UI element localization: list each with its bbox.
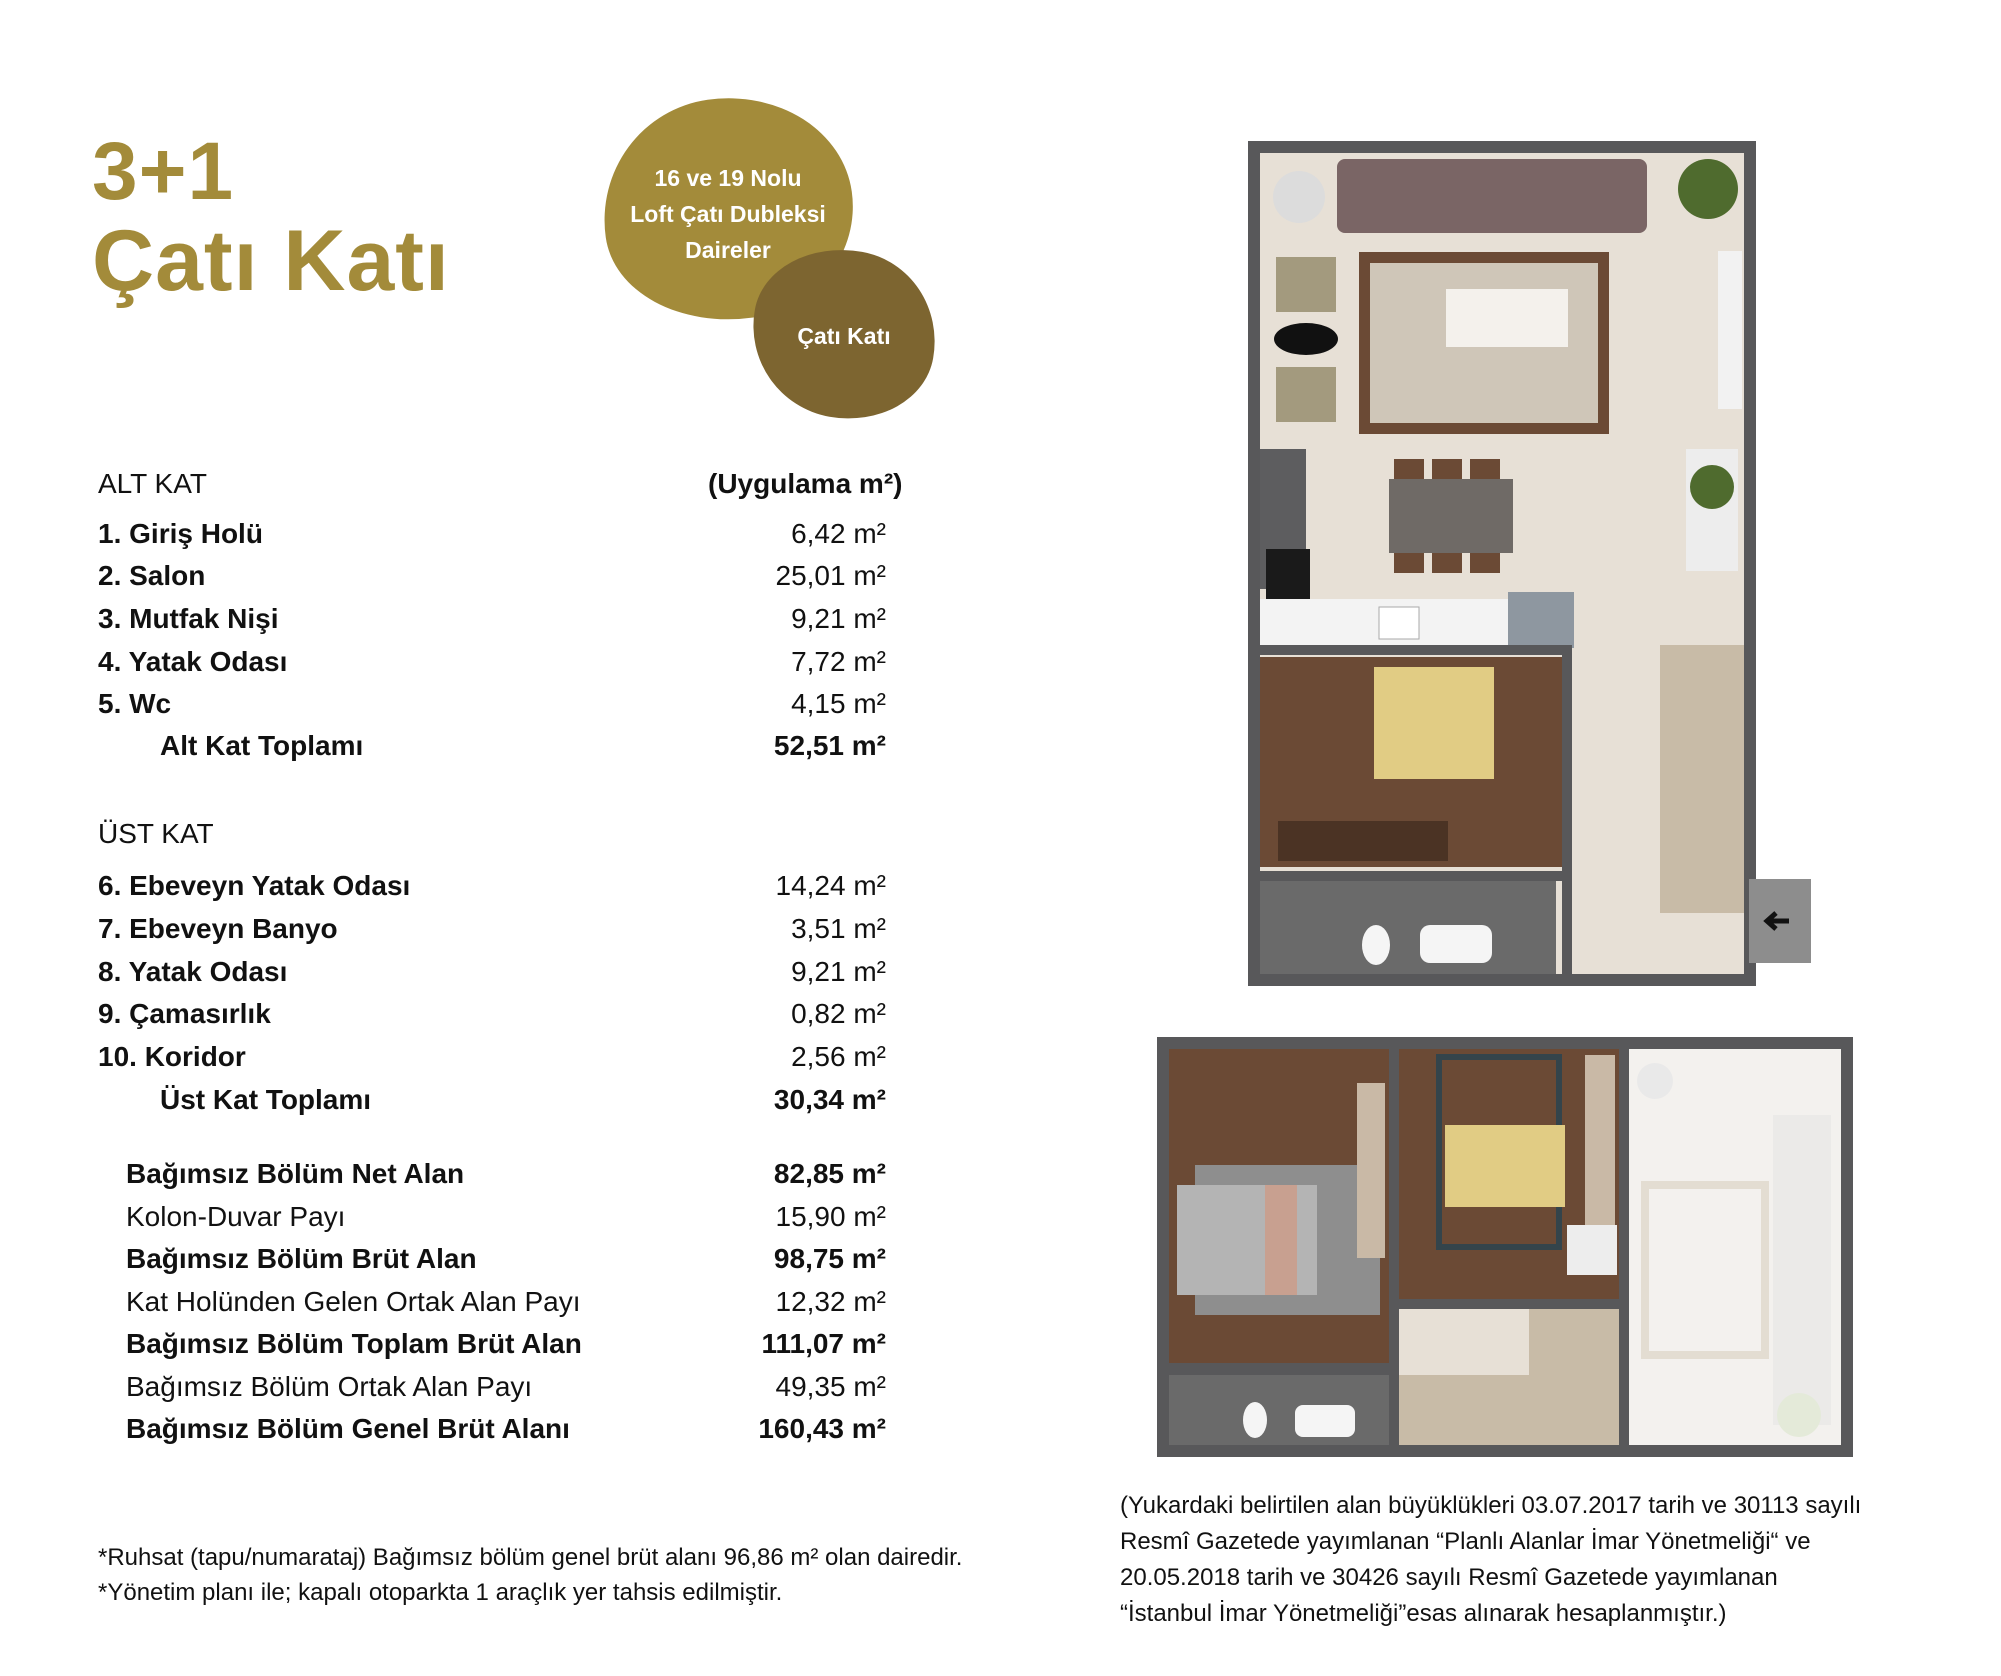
room-label: 3. Mutfak Nişi <box>98 603 279 634</box>
cooktop <box>1266 549 1310 599</box>
nightstand-plant <box>1567 1225 1617 1275</box>
dining-chair <box>1432 459 1462 479</box>
room-area: 0,82 m² <box>791 998 886 1029</box>
side-table <box>1273 171 1325 223</box>
room-label: 8. Yatak Odası <box>98 956 288 987</box>
bed <box>1445 1125 1565 1207</box>
legal-note <box>1120 1488 1990 1632</box>
summary-area: 160,43 m² <box>758 1413 886 1444</box>
faded-sofa <box>1773 1115 1831 1425</box>
room-area: 9,21 m² <box>791 603 886 634</box>
room-label: 9. Çamasırlık <box>98 998 271 1029</box>
alt-kat-heading: ALT KAT <box>98 468 207 499</box>
footnote: *Yönetim planı ile; kapalı otoparkta 1 araçlık yer tahsis edilmiştir. <box>98 1579 783 1606</box>
room-area: 4,15 m² <box>791 688 886 719</box>
round-table <box>1274 323 1338 355</box>
summary-area: 111,07 m² <box>761 1328 886 1359</box>
room-area: 25,01 m² <box>775 560 886 591</box>
room-label: 6. Ebeveyn Yatak Odası <box>98 870 411 901</box>
badge-main-line: Loft Çatı Dubleksi <box>630 201 826 227</box>
toilet <box>1243 1402 1267 1438</box>
sink <box>1379 607 1419 639</box>
inner-wall <box>1169 1363 1399 1373</box>
dining-table <box>1389 479 1513 553</box>
badge-secondary-text: Çatı Katı <box>797 323 891 349</box>
inner-wall <box>1260 645 1570 655</box>
sink-unit <box>1295 1405 1355 1437</box>
room-label: 1. Giriş Holü <box>98 518 263 549</box>
wardrobe <box>1357 1083 1385 1258</box>
total-area: 52,51 m² <box>773 730 886 761</box>
inner-wall <box>1260 871 1570 881</box>
summary-label: Bağımsız Bölüm Brüt Alan <box>126 1243 477 1274</box>
plant-icon <box>1690 465 1734 509</box>
footnote: *Ruhsat (tapu/numarataj) Bağımsız bölüm genel brüt alanı 96,86 m² olan dairedir. <box>98 1544 963 1571</box>
dining-chair <box>1394 553 1424 573</box>
inner-wall <box>1399 1299 1619 1309</box>
ust-kat-heading: ÜST KAT <box>98 818 214 849</box>
ust-kat-floor-plan <box>1155 1035 1855 1460</box>
sofa <box>1337 159 1647 233</box>
title-line2: Çatı Katı <box>92 213 450 309</box>
room-label: 7. Ebeveyn Banyo <box>98 913 338 944</box>
room-area: 6,42 m² <box>791 518 886 549</box>
summary-area: 49,35 m² <box>775 1371 886 1402</box>
summary-label: Bağımsız Bölüm Net Alan <box>126 1158 465 1189</box>
room-label: 10. Koridor <box>98 1041 246 1072</box>
wc-floor <box>1260 879 1556 974</box>
total-label: Alt Kat Toplamı <box>160 730 364 761</box>
room-label: 4. Yatak Odası <box>98 646 288 677</box>
dining-chair <box>1470 459 1500 479</box>
inner-wall <box>1619 1049 1629 1449</box>
summary-label: Bağımsız Bölüm Ortak Alan Payı <box>126 1371 533 1402</box>
room-area: 7,72 m² <box>791 646 886 677</box>
armchair <box>1276 257 1336 312</box>
room-label: 2. Salon <box>98 560 206 591</box>
armchair <box>1276 367 1336 422</box>
alt-kat-floor-plan <box>1244 137 1814 987</box>
footnotes <box>98 1540 1098 1610</box>
bathroom-floor <box>1169 1375 1389 1445</box>
bed-runner <box>1265 1185 1297 1295</box>
title-line1: 3+1 <box>92 126 235 217</box>
faded-side-table <box>1637 1063 1673 1099</box>
inner-wall <box>1389 1049 1399 1449</box>
summary-label: Kat Holünden Gelen Ortak Alan Payı <box>126 1286 581 1317</box>
plant-icon <box>1678 159 1738 219</box>
room-area: 14,24 m² <box>775 870 886 901</box>
legal-note-line: (Yukardaki belirtilen alan büyüklükleri 03.07.2017 tarih ve 30113 sayılı <box>1120 1492 1862 1519</box>
tv-unit <box>1718 251 1742 409</box>
total-label: Üst Kat Toplamı <box>160 1084 372 1115</box>
dining-chair <box>1394 459 1424 479</box>
stairs <box>1529 1309 1619 1445</box>
faded-plant-icon <box>1777 1393 1821 1437</box>
summary-area: 98,75 m² <box>773 1243 886 1274</box>
room-area: 2,56 m² <box>791 1041 886 1072</box>
dining-chair <box>1432 553 1462 573</box>
summary-area: 82,85 m² <box>773 1158 886 1189</box>
legal-note-line: Resmî Gazetede yayımlanan “Planlı Alanlar İmar Yönetmeliği“ ve <box>1120 1528 1811 1555</box>
badge-main-line: Daireler <box>685 237 771 263</box>
stairs <box>1660 645 1744 913</box>
inner-wall <box>1562 645 1572 975</box>
coffee-table <box>1446 289 1568 347</box>
room-label: 5. Wc <box>98 688 172 719</box>
wardrobe <box>1278 821 1448 861</box>
badge-main-line: 16 ve 19 Nolu <box>654 165 802 191</box>
fridge <box>1508 592 1574 648</box>
summary-area: 12,32 m² <box>775 1286 886 1317</box>
room-area: 3,51 m² <box>791 913 886 944</box>
summary-label: Kolon-Duvar Payı <box>126 1201 346 1232</box>
summary-area: 15,90 m² <box>775 1201 886 1232</box>
bed <box>1374 667 1494 779</box>
summary-label: Bağımsız Bölüm Genel Brüt Alanı <box>126 1413 570 1444</box>
total-area: 30,34 m² <box>773 1084 886 1115</box>
area-column-heading: (Uygulama m²) <box>708 468 903 499</box>
legal-note-line: 20.05.2018 tarih ve 30426 sayılı Resmî Gazetede yayımlanan <box>1120 1564 1778 1591</box>
room-area: 9,21 m² <box>791 956 886 987</box>
toilet <box>1362 925 1390 965</box>
badge-main-text <box>603 160 853 268</box>
sink-unit <box>1420 925 1492 963</box>
legal-note-line: “İstanbul İmar Yönetmeliği”esas alınarak hesaplanmıştır.) <box>1120 1600 1727 1627</box>
summary-label: Bağımsız Bölüm Toplam Brüt Alan <box>126 1328 582 1359</box>
dining-chair <box>1470 553 1500 573</box>
